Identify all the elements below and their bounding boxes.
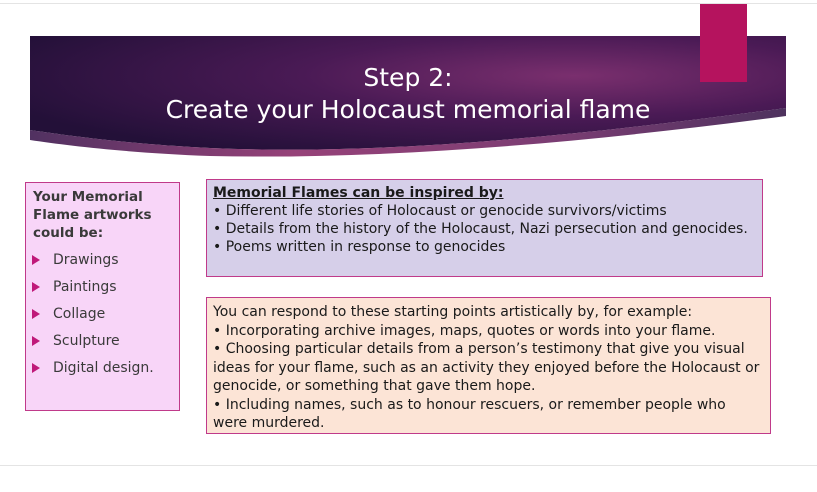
response-bullet: • Choosing particular details from a person’s testimony that give you visual ideas for your flame, such as an activity they enjoyed before the Holocaust or genocide, or something that gave them hope.	[213, 341, 760, 394]
list-item	[32, 278, 154, 305]
arrow-bullet-icon	[32, 282, 40, 292]
artwork-types-list	[32, 251, 154, 386]
list-item	[32, 251, 154, 278]
slide-title	[30, 62, 786, 126]
list-item-label: Digital design.	[53, 360, 154, 376]
arrow-bullet-icon	[32, 336, 40, 346]
inspiration-bullet: • Poems written in response to genocides	[213, 239, 506, 255]
response-ideas-box	[206, 297, 771, 434]
list-item-label: Paintings	[53, 279, 117, 295]
arrow-bullet-icon	[32, 309, 40, 319]
list-item-label: Collage	[53, 306, 106, 322]
response-bullet: • Incorporating archive images, maps, quotes or words into your flame.	[213, 322, 716, 339]
heading-line-1: Your Memorial	[33, 189, 143, 205]
list-item-label: Sculpture	[53, 333, 120, 349]
inspiration-bullet: • Details from the history of the Holocaust, Nazi persecution and genocides.	[213, 221, 748, 237]
list-item	[32, 332, 154, 359]
artwork-types-box	[25, 182, 180, 411]
title-line-1: Step 2:	[363, 63, 453, 92]
inspiration-bullet: • Different life stories of Holocaust or genocide survivors/victims	[213, 203, 667, 219]
list-item	[32, 305, 154, 332]
heading-line-3: could be:	[33, 225, 104, 241]
inspiration-box	[206, 179, 763, 277]
bottom-divider	[0, 465, 817, 466]
response-bullet: • Including names, such as to honour rescuers, or remember people who were murdered.	[213, 396, 726, 431]
inspiration-heading: Memorial Flames can be inspired by:	[213, 185, 504, 201]
list-item	[32, 359, 154, 386]
arrow-bullet-icon	[32, 255, 40, 265]
top-divider	[0, 3, 817, 4]
response-intro: You can respond to these starting points artistically by, for example:	[213, 304, 693, 320]
arrow-bullet-icon	[32, 363, 40, 373]
heading-line-2: Flame artworks	[33, 207, 152, 223]
list-item-label: Drawings	[53, 252, 119, 268]
title-line-2: Create your Holocaust memorial flame	[165, 95, 651, 124]
artwork-types-heading	[33, 188, 173, 242]
